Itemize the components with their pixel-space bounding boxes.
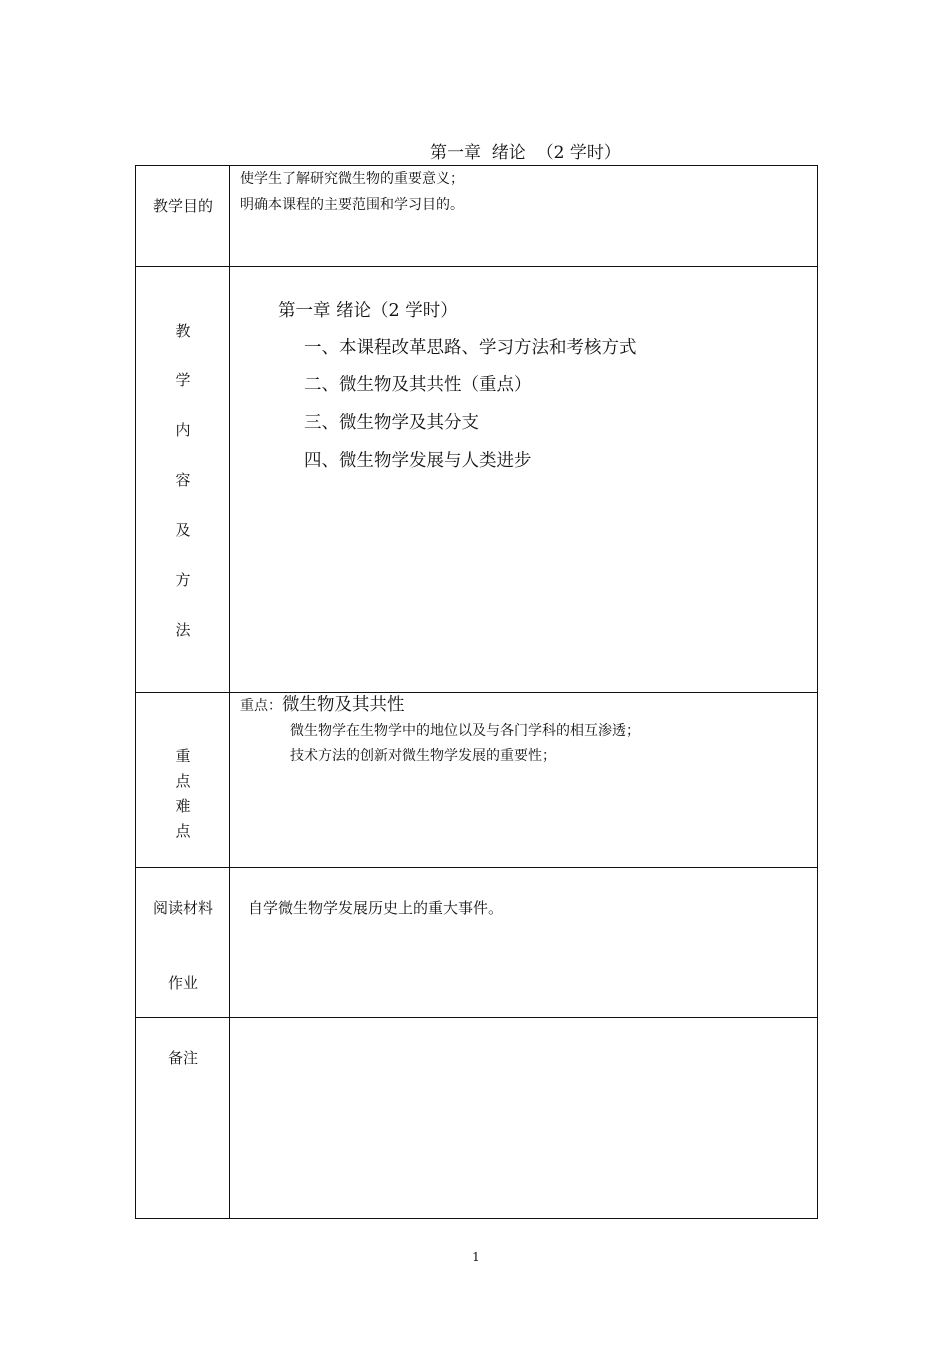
content-label-char-3: 内 <box>175 421 191 439</box>
remarks-label: 备注 <box>167 1049 198 1067</box>
reading-text: 自学微生物学发展历史上的重大事件。 <box>248 899 504 917</box>
remarks-label-cell <box>136 1018 230 1218</box>
key-points-label-char-1: 重 <box>175 747 191 765</box>
content-item-2: 二、微生物及其共性（重点） <box>304 375 532 395</box>
key-points-line-2: 技术方法的创新对微生物学发展的重要性； <box>290 748 556 764</box>
key-points-prefix: 重点： <box>240 698 282 714</box>
key-points-main: 微生物及其共性 <box>282 695 405 715</box>
objectives-label: 教学目的 <box>152 197 213 215</box>
key-points-line-1: 微生物学在生物学中的地位以及与各门学科的相互渗透； <box>290 723 640 739</box>
content-label-char-5: 及 <box>175 521 191 539</box>
key-points-label-char-4: 点 <box>175 822 191 840</box>
homework-label: 作业 <box>167 974 198 992</box>
content-item-4: 四、微生物学发展与人类进步 <box>304 451 532 471</box>
objectives-line-2: 明确本课程的主要范围和学习目的。 <box>240 197 464 213</box>
key-points-label-cell <box>136 693 230 867</box>
remarks-row <box>136 1018 817 1218</box>
content-label-char-4: 容 <box>175 471 191 489</box>
key-points-row <box>136 693 817 868</box>
objectives-line-1: 使学生了解研究微生物的重要意义； <box>240 171 464 187</box>
reading-content-cell <box>230 868 817 1017</box>
content-content-cell <box>230 267 817 692</box>
content-label-cell <box>136 267 230 692</box>
content-item-1: 一、本课程改革思路、学习方法和考核方式 <box>304 338 637 358</box>
key-points-label-char-2: 点 <box>175 772 191 790</box>
reading-row <box>136 868 817 1018</box>
objectives-content-cell <box>230 166 817 266</box>
key-points-heading <box>240 694 405 717</box>
objectives-label-cell <box>136 166 230 266</box>
content-label-char-7: 法 <box>175 621 191 639</box>
key-points-label-char-3: 难 <box>175 797 191 815</box>
key-points-content-cell <box>230 693 817 867</box>
reading-label-cell <box>136 868 230 1017</box>
page-number: 1 <box>472 1250 480 1264</box>
content-row <box>136 267 817 693</box>
content-item-3: 三、微生物学及其分支 <box>304 413 479 433</box>
remarks-content-cell <box>230 1018 817 1218</box>
lesson-plan-table <box>135 165 818 1219</box>
page-title: 第一章 绪论 （2 学时） <box>430 143 621 163</box>
reading-label: 阅读材料 <box>152 899 213 917</box>
content-heading: 第一章 绪论（2 学时） <box>278 301 458 321</box>
content-label-char-2: 学 <box>175 371 191 389</box>
content-label-char-6: 方 <box>175 571 191 589</box>
objectives-row <box>136 166 817 267</box>
content-label-char-1: 教 <box>175 322 191 340</box>
